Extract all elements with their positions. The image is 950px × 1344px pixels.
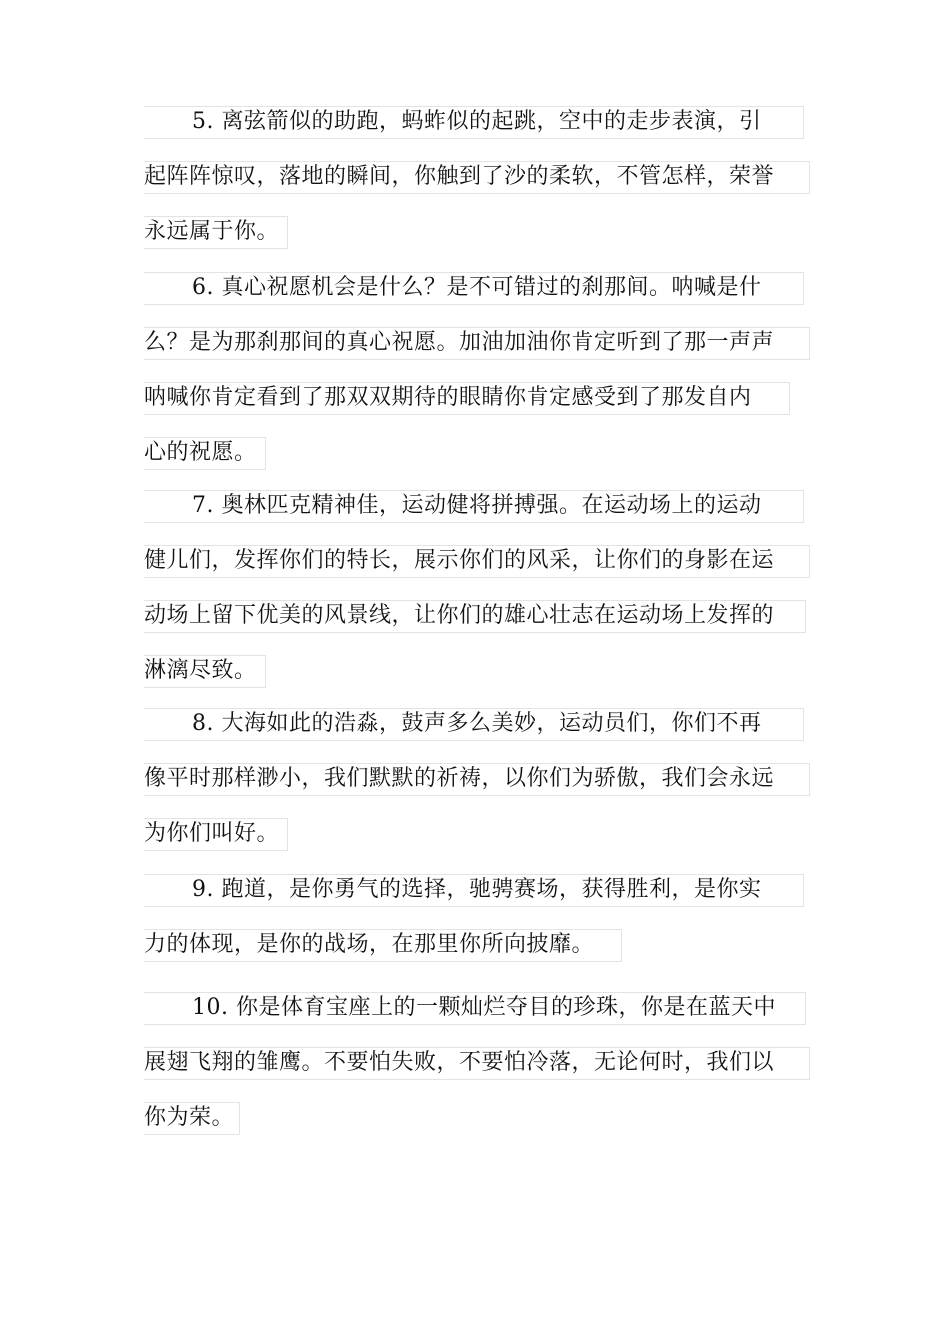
line-text: 健儿们，发挥你们的特长，展示你们的风采，让你们的身影在运 xyxy=(144,548,775,573)
paragraph-9 xyxy=(144,874,812,984)
line-text: 7. 奥林匹克精神佳，运动健将拼搏强。在运动场上的运动 xyxy=(192,493,762,518)
line-text: 呐喊你肯定看到了那双双期待的眼睛你肯定感受到了那发自内 xyxy=(144,385,752,410)
paragraph-5 xyxy=(144,106,812,271)
line-text: 淋漓尽致。 xyxy=(144,658,257,683)
line-text: 起阵阵惊叹，落地的瞬间，你触到了沙的柔软，不管怎样，荣誉 xyxy=(144,164,775,189)
paragraph-10 xyxy=(144,992,812,1157)
text-line xyxy=(144,929,622,962)
text-line xyxy=(144,382,790,415)
text-line xyxy=(144,992,806,1025)
text-line xyxy=(144,161,810,194)
text-line xyxy=(144,545,810,578)
paragraph-8 xyxy=(144,708,812,873)
text-line xyxy=(144,763,810,796)
text-line xyxy=(144,437,266,470)
line-text: 永远属于你。 xyxy=(144,219,280,244)
line-text: 9. 跑道，是你勇气的选择，驰骋赛场，获得胜利，是你实 xyxy=(192,877,762,902)
line-text: 10. 你是体育宝座上的一颗灿烂夺目的珍珠，你是在蓝天中 xyxy=(192,995,776,1020)
text-line xyxy=(144,216,288,249)
text-line xyxy=(144,272,804,305)
paragraph-6 xyxy=(144,272,812,492)
text-line xyxy=(144,1047,810,1080)
paragraph-7 xyxy=(144,490,812,710)
text-line xyxy=(144,490,804,523)
line-text: 么？是为那刹那间的真心祝愿。加油加油你肯定听到了那一声声 xyxy=(144,330,775,355)
text-line xyxy=(144,708,804,741)
text-line xyxy=(144,874,804,907)
text-line xyxy=(144,1102,240,1135)
text-line xyxy=(144,327,810,360)
line-text: 展翅飞翔的雏鹰。不要怕失败，不要怕冷落，无论何时，我们以 xyxy=(144,1050,775,1075)
line-text: 力的体现，是你的战场，在那里你所向披靡。 xyxy=(144,932,595,957)
line-text: 心的祝愿。 xyxy=(144,440,257,465)
line-text: 为你们叫好。 xyxy=(144,821,280,846)
text-line xyxy=(144,600,806,633)
line-text: 像平时那样渺小，我们默默的祈祷，以你们为骄傲，我们会永远 xyxy=(144,766,775,791)
line-text: 你为荣。 xyxy=(144,1105,235,1130)
line-text: 6. 真心祝愿机会是什么？是不可错过的刹那间。呐喊是什 xyxy=(192,275,762,300)
text-line xyxy=(144,655,266,688)
line-text: 8. 大海如此的浩淼，鼓声多么美妙，运动员们，你们不再 xyxy=(192,711,762,736)
text-line xyxy=(144,818,288,851)
line-text: 5. 离弦箭似的助跑，蚂蚱似的起跳，空中的走步表演，引 xyxy=(192,109,762,134)
line-text: 动场上留下优美的风景线，让你们的雄心壮志在运动场上发挥的 xyxy=(144,603,775,628)
text-line xyxy=(144,106,804,139)
